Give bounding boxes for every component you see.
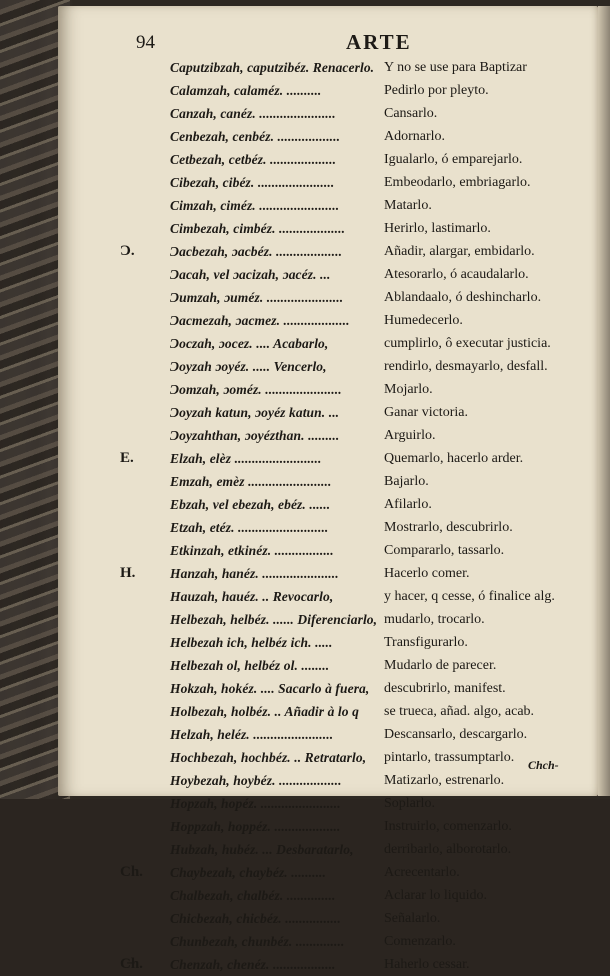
verb-form: Ɔoyzah ɔoyéz. ..... Vencerlo, <box>170 359 327 374</box>
verb-translation: cumplirlo, ô executar justicia. <box>384 336 551 351</box>
verb-form: Cetbezah, cetbéz. ................... <box>170 152 337 167</box>
verb-translation: Humedecerlo. <box>384 313 463 328</box>
verb-translation: Transfigurarlo. <box>384 635 468 650</box>
entry-row <box>58 815 598 838</box>
verb-translation: Embeodarlo, embriagarlo. <box>384 175 531 190</box>
entry-row <box>58 631 598 654</box>
verb-form: Ɔacbezah, ɔacbéz. ................... <box>170 244 343 259</box>
section-letter: E. <box>120 450 134 466</box>
verb-form: Hopzah, hopéz. ....................... <box>170 796 341 811</box>
verb-form: Elzah, elèz ......................... <box>170 451 322 466</box>
verb-translation: Hacerlo comer. <box>384 566 470 581</box>
section-letter: C̶h. <box>120 956 143 972</box>
verb-translation: Pedirlo por pleyto. <box>384 83 489 98</box>
verb-form: Ɔacah, vel ɔacizah, ɔacéz. ... <box>170 267 331 282</box>
verb-translation: Herirlo, lastimarlo. <box>384 221 491 236</box>
verb-translation: Matizarlo, estrenarlo. <box>384 773 505 788</box>
verb-translation: Comenzarlo. <box>384 934 456 949</box>
entry-row <box>58 884 598 907</box>
verb-form: Chaybezah, chaybéz. .......... <box>170 865 326 880</box>
entry-row <box>58 470 598 493</box>
entry-row <box>58 194 598 217</box>
entry-row <box>58 217 598 240</box>
entry-row <box>58 286 598 309</box>
verb-form: Calamzah, calaméz. .......... <box>170 83 322 98</box>
verb-translation: Mudarlo de parecer. <box>384 658 497 673</box>
verb-translation: se trueca, añad. algo, acab. <box>384 704 535 719</box>
verb-form: Chalbezah, chalbéz. .............. <box>170 888 336 903</box>
verb-translation: y hacer, q cesse, ó finalice alg. <box>384 589 555 604</box>
verb-translation: Cansarlo. <box>384 106 438 121</box>
verb-form: Cibezah, cibéz. ...................... <box>170 175 335 190</box>
verb-translation: Añadir, alargar, embidarlo. <box>384 244 535 259</box>
entry-row <box>58 102 598 125</box>
verb-form: Ɔoyzahthan, ɔoyézthan. ......... <box>170 428 340 443</box>
catchword: Chch- <box>528 758 559 772</box>
verb-translation: Mojarlo. <box>384 382 433 397</box>
verb-translation: Atesorarlo, ó acaudalarlo. <box>384 267 529 282</box>
entry-row <box>58 516 598 539</box>
entry-row <box>58 861 598 884</box>
entry-row <box>58 355 598 378</box>
entry-row <box>58 125 598 148</box>
entry-row <box>58 585 598 608</box>
verb-form: Canzah, canéz. ...................... <box>170 106 336 121</box>
verb-form: Helbezah, helbéz. ...... Diferenciarlo, <box>170 612 378 627</box>
verb-form: Etkinzah, etkinéz. ................. <box>170 543 334 558</box>
entry-row <box>58 539 598 562</box>
verb-form: Ɔumzah, ɔuméz. ...................... <box>170 290 344 305</box>
entry-row <box>58 700 598 723</box>
verb-translation: Adornarlo. <box>384 129 446 144</box>
entry-row <box>58 654 598 677</box>
entry-list <box>58 56 598 976</box>
verb-translation: pintarlo, trassumptarlo. <box>384 750 515 765</box>
verb-form: Cimbezah, cimbéz. ................... <box>170 221 346 236</box>
entry-row <box>58 953 598 976</box>
entry-row <box>58 309 598 332</box>
verb-form: Helbezah ol, helbéz ol. ........ <box>170 658 330 673</box>
verb-translation: Matarlo. <box>384 198 432 213</box>
entry-row <box>58 56 598 79</box>
entry-row <box>58 332 598 355</box>
entry-row <box>58 608 598 631</box>
entry-row <box>58 769 598 792</box>
verb-translation: mudarlo, trocarlo. <box>384 612 485 627</box>
page-number: 94 <box>136 32 155 53</box>
entry-row <box>58 424 598 447</box>
section-letter: H. <box>120 565 136 581</box>
verb-translation: Afilarlo. <box>384 497 432 512</box>
verb-form: Etzah, etéz. .......................... <box>170 520 329 535</box>
page <box>58 6 598 972</box>
entry-row <box>58 723 598 746</box>
verb-form: Hokzah, hokéz. .... Sacarlo à fuera, <box>170 681 370 696</box>
entry-row <box>58 378 598 401</box>
verb-translation: rendirlo, desmayarlo, desfall. <box>384 359 548 374</box>
verb-form: Hanzah, hanéz. ...................... <box>170 566 339 581</box>
verb-form: Hochbezah, hochbéz. .. Retratarlo, <box>170 750 367 765</box>
verb-form: Helzah, heléz. ....................... <box>170 727 334 742</box>
entry-row <box>58 746 598 769</box>
verb-translation: Instruirlo, comenzarlo. <box>384 819 512 834</box>
entry-row <box>58 263 598 286</box>
entry-row <box>58 838 598 861</box>
verb-form: Holbezah, holbéz. .. Añadir à lo q <box>170 704 359 719</box>
verb-translation: Aclarar lo liquido. <box>384 888 488 903</box>
verb-form: Cenbezah, cenbéz. .................. <box>170 129 341 144</box>
verb-form: Ɔoyzah katun, ɔoyéz katun. ... <box>170 405 340 420</box>
verb-form: Hoppzah, hoppéz. ................... <box>170 819 341 834</box>
verb-translation: Igualarlo, ó emparejarlo. <box>384 152 523 167</box>
entry-row <box>58 907 598 930</box>
verb-form: Emzah, emèz ........................ <box>170 474 332 489</box>
verb-form: Cimzah, ciméz. ....................... <box>170 198 340 213</box>
entry-row <box>58 401 598 424</box>
entry-row <box>58 562 598 585</box>
verb-translation: derribarlo, alborotarlo. <box>384 842 512 857</box>
verb-translation: Ganar victoria. <box>384 405 468 420</box>
entry-row <box>58 792 598 815</box>
verb-translation: Descansarlo, descargarlo. <box>384 727 528 742</box>
verb-translation: Soplarlo. <box>384 796 435 811</box>
entry-row <box>58 447 598 470</box>
verb-form: Chunbezah, chunbéz. .............. <box>170 934 345 949</box>
verb-translation: Quemarlo, hacerlo arder. <box>384 451 524 466</box>
verb-form: Caputzibzah, caputzibéz. Renacerlo. <box>170 60 375 75</box>
entry-row <box>58 148 598 171</box>
verb-translation: Acrecentarlo. <box>384 865 460 880</box>
verb-translation: Compararlo, tassarlo. <box>384 543 505 558</box>
entry-row <box>58 171 598 194</box>
verb-form: Chenzah, chenéz. .................. <box>170 957 336 972</box>
section-letter: Ch. <box>120 864 143 880</box>
verb-form: Hoybezah, hoybéz. .................. <box>170 773 342 788</box>
verb-form: Ɔacmezah, ɔacmez. ................... <box>170 313 350 328</box>
page-title: ARTE <box>346 30 412 54</box>
verb-form: Hubzah, hubéz. ... Desbaratarlo, <box>170 842 354 857</box>
verb-translation: Ablandaalo, ó deshincharlo. <box>384 290 542 305</box>
verb-translation: Arguirlo. <box>384 428 436 443</box>
verb-form: Chicbezah, chicbéz. ................ <box>170 911 341 926</box>
verb-form: Helbezah ich, helbéz ich. ..... <box>170 635 333 650</box>
verb-translation: Y no se use para Baptizar <box>384 60 527 75</box>
verb-form: Ɔoczah, ɔocez. .... Acabarlo, <box>170 336 329 351</box>
entry-row <box>58 79 598 102</box>
entry-row <box>58 930 598 953</box>
verb-form: Ebzah, vel ebezah, ebéz. ...... <box>170 497 331 512</box>
section-letter: Ɔ. <box>120 243 135 259</box>
verb-translation: descubrirlo, manifest. <box>384 681 506 696</box>
entry-row <box>58 493 598 516</box>
entry-row <box>58 240 598 263</box>
verb-translation: Haherlo cessar. <box>384 957 470 972</box>
verb-translation: Señalarlo. <box>384 911 441 926</box>
entry-row <box>58 677 598 700</box>
verb-form: Ɔomzah, ɔoméz. ...................... <box>170 382 342 397</box>
verb-translation: Mostrarlo, descubrirlo. <box>384 520 513 535</box>
verb-translation: Bajarlo. <box>384 474 429 489</box>
page-edge <box>598 6 610 796</box>
verb-form: Hauzah, hauéz. .. Revocarlo, <box>170 589 334 604</box>
